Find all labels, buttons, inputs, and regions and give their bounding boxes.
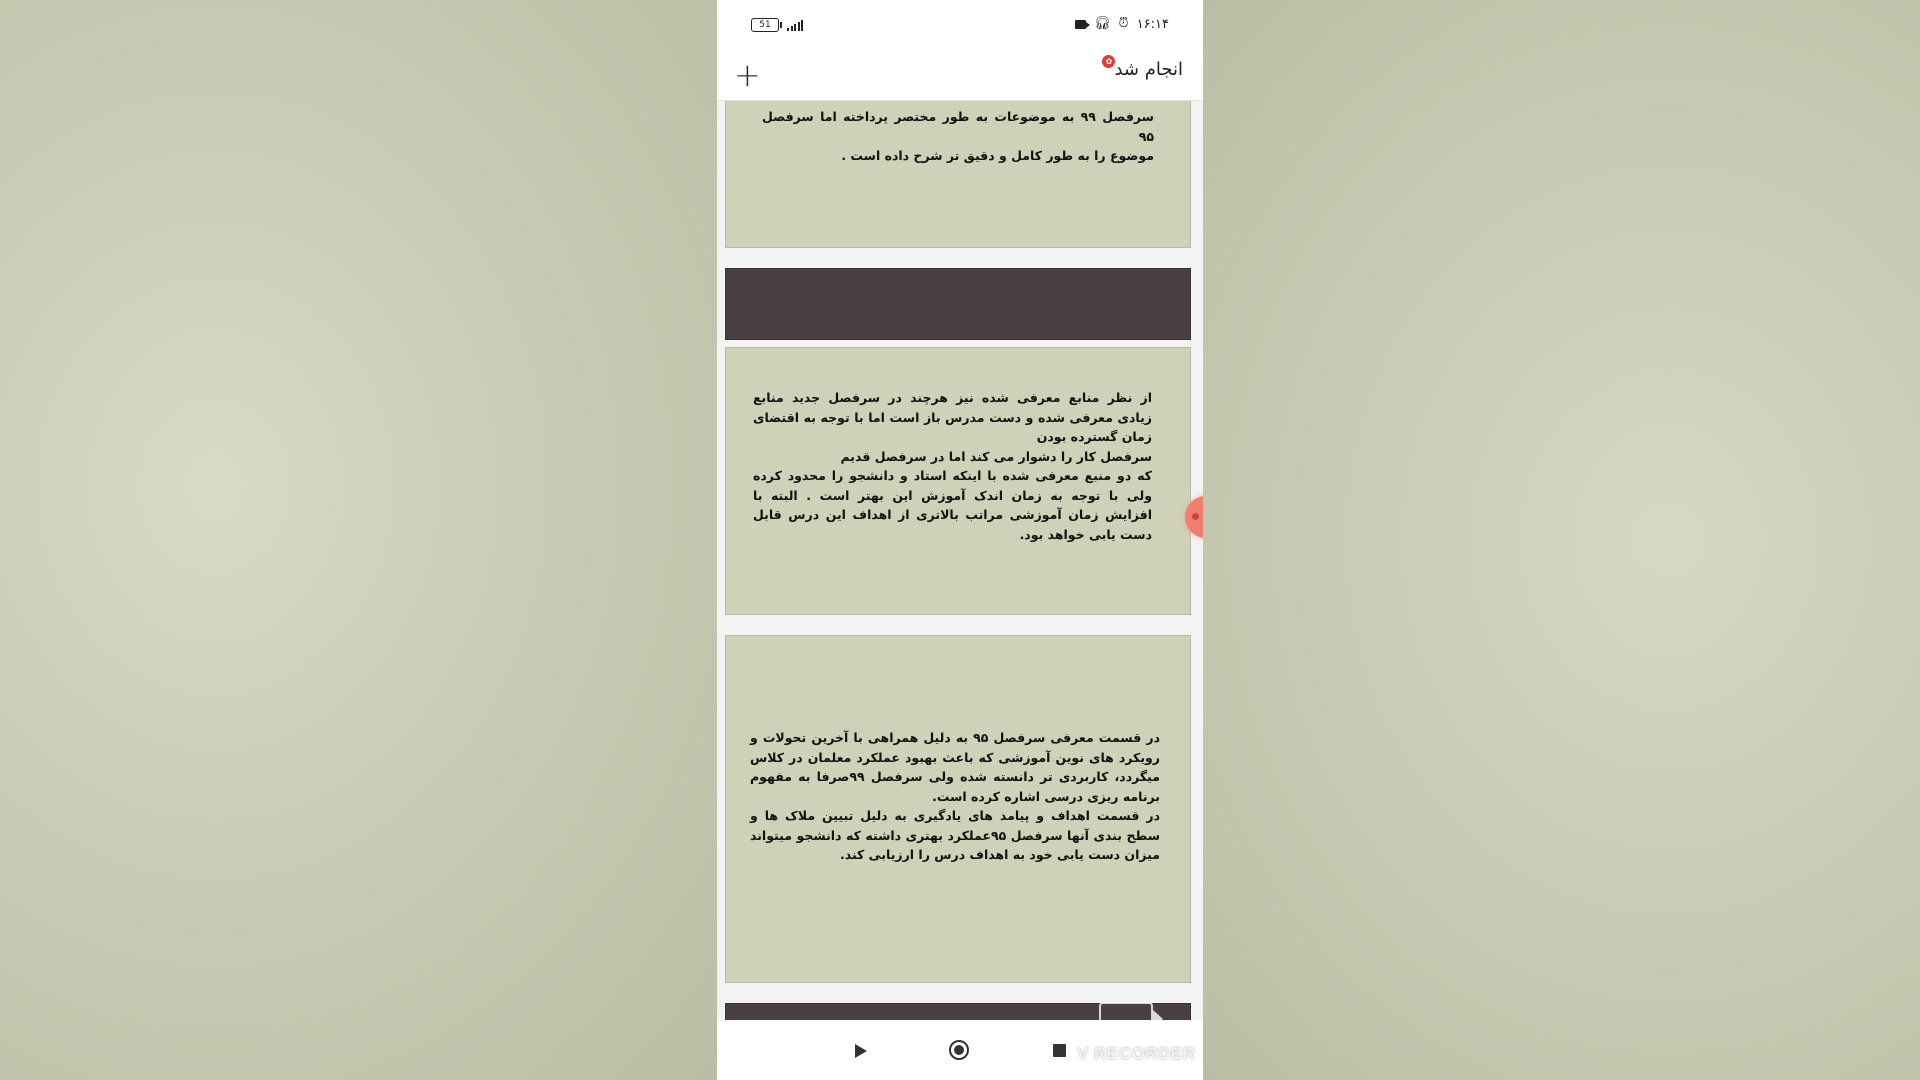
- background-left-blur: [0, 0, 717, 1080]
- done-button[interactable]: [1105, 57, 1183, 80]
- status-left-group: [751, 18, 803, 32]
- plus-icon[interactable]: +: [734, 56, 761, 94]
- watermark-text: V RECORDER: [1077, 1044, 1196, 1063]
- done-label: انجام شد: [1114, 59, 1183, 80]
- status-right-group: [1075, 16, 1169, 32]
- slide-text-1: سرفصل ۹۹ به موضوعات به طور مختصر پرداخته اما سرفصل ۹۵ موضوع را به طور کامل و دقیق تر شرح داده است .: [762, 109, 1154, 163]
- alarm-icon: ⏰︎: [1118, 16, 1129, 31]
- status-bar: [717, 0, 1203, 50]
- recorder-watermark: [1077, 1000, 1197, 1070]
- slide-card-4[interactable]: [725, 635, 1191, 983]
- signal-icon: [787, 19, 803, 31]
- slide-card-3[interactable]: [725, 347, 1191, 615]
- status-time: ۱۶:۱۴: [1136, 16, 1169, 32]
- slides-list[interactable]: [717, 100, 1203, 1020]
- slide-text-3: از نظر منابع معرفی شده نیز هرچند در سرفصل جدید منابع زیادی معرفی شده و دست مدرس باز است اما با توجه به اقتضای زمان گسترده بودن سرفصل کار را دشوار می کند اما در سرفصل قدیم که دو منبع معرفی شده با اینکه استاد و دانشجو را محدود کرده ولی با توجه به زمان اندک آموزش این بهتر است . البته با افزایش زمان آموزشی مراتب بالاتری از اهداف این درس قابل دست یابی خواهد بود.: [753, 390, 1152, 542]
- video-record-icon: [1075, 20, 1086, 29]
- slide-separator: [717, 254, 1203, 268]
- app-header: [717, 50, 1203, 101]
- headset-icon: 🎧︎: [1094, 16, 1111, 31]
- battery-icon: 51: [751, 18, 779, 32]
- slide-text-4: در قسمت معرفی سرفصل ۹۵ به دلیل همراهی با آخرین تحولات و رویکرد های نوین آموزشی که باعث بهبود عملکرد معلمان در کلاس میگردد، کاربردی تر دانسته شده ولی سرفصل ۹۹صرفا به مفهوم برنامه ریزی درسی اشاره کرده است. در قسمت اهداف و پیامد های یادگیری به دلیل تبیین ملاک ها و سطح بندی آنها سرفصل ۹۵عملکرد بهتری داشته که دانشجو میتواند میزان دست یابی خود به اهداف درس را ارزیابی کند.: [750, 730, 1160, 862]
- play-triangle-icon[interactable]: [855, 1044, 867, 1058]
- camera-logo-icon: [1099, 1002, 1153, 1036]
- square-icon[interactable]: [1053, 1044, 1066, 1057]
- slide-separator: [717, 621, 1203, 635]
- phone-screen: [717, 0, 1203, 1080]
- slide-card-2[interactable]: [725, 268, 1191, 340]
- background-right-blur: [1203, 0, 1920, 1080]
- slide-card-1[interactable]: [725, 100, 1191, 248]
- home-circle-icon[interactable]: [949, 1040, 969, 1060]
- warning-badge-icon: ✿: [1102, 55, 1115, 68]
